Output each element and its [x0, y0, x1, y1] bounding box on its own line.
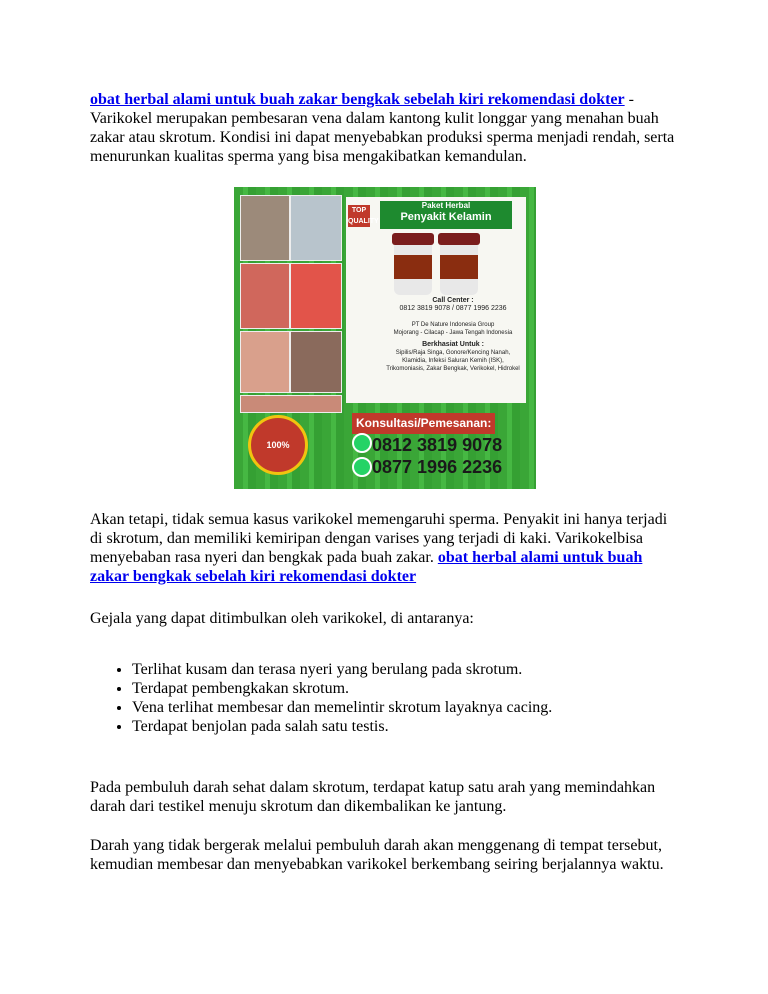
phone-number-1: 0812 3819 9078 [372, 435, 503, 455]
photo-7 [240, 395, 342, 413]
berkhasiat-label: Berkhasiat Untuk : [422, 341, 484, 348]
phone-number-2: 0877 1996 2236 [372, 457, 503, 477]
whatsapp-icon [352, 457, 372, 477]
product-jar-2 [440, 239, 478, 295]
khasiat-list: Sipilis/Raja Singa, Gonore/Kencing Nanah, Klamidia, Infeksi Saluran Kemih (ISK), Trikomoniasis, Zakar Bengkak, Verikokel, Hidrokel [386, 350, 520, 372]
call-center-numbers: 0812 3819 9078 / 0877 1996 2236 [399, 305, 507, 312]
paket-title [380, 201, 512, 229]
photo-3 [240, 263, 290, 329]
call-center-label: Call Center : [432, 297, 474, 304]
paket-line1: Paket Herbal [421, 201, 471, 210]
separator: - [624, 91, 634, 108]
call-center-block [384, 297, 522, 373]
photo-4 [290, 263, 342, 329]
paragraph-2-text: Akan tetapi, tidak semua kasus varikokel memengaruhi sperma. Penyakit ini hanya terjadi di skrotum, dan memiliki kemiripan dengan varises yang terjadi di kaki. Varikokelbisa menyebaban rasa nyeri dan bengkak pada buah zakar. [90, 511, 668, 566]
keyword-link[interactable]: obat herbal alami untuk buah zakar bengkak sebelah kiri rekomendasi dokter [90, 91, 625, 108]
company-name: PT De Nature Indonesia Group [411, 322, 495, 328]
konsultasi-label: Konsultasi/Pemesanan: [352, 413, 495, 434]
top-quality-badge: TOP QUALITY [348, 207, 379, 225]
keyword-link[interactable]: obat herbal alami untuk buah zakar bengkak sebelah kiri rekomendasi dokter [90, 549, 643, 585]
paragraph-2 [90, 510, 680, 586]
list-item: • Terdapat pembengkakan skrotum. [132, 679, 552, 698]
paragraph-5: Darah yang tidak bergerak melalui pembuluh darah akan menggenang di tempat tersebut, kemudian membesar dan menyebabkan varikokel berkembang seiring berjalannya waktu. [90, 837, 664, 873]
paragraph-4: Pada pembuluh darah sehat dalam skrotum, terdapat katup satu arah yang memindahkan darah dari testikel menuju skrotum dan dikembalikan ke jantung. [90, 779, 656, 815]
photo-5 [240, 331, 290, 393]
contact-block [352, 413, 528, 483]
photo-1 [240, 195, 290, 261]
paket-line2: Penyakit Kelamin [400, 211, 492, 223]
paragraph-3: Gejala yang dapat ditimbulkan oleh varikokel, di antaranya: [90, 610, 474, 627]
list-item: • Terdapat benjolan pada salah satu testis. [132, 717, 552, 736]
photo-2 [290, 195, 342, 261]
list-item: • Vena terlihat membesar dan memelintir skrotum layaknya cacing. [132, 698, 552, 717]
product-banner-image [234, 187, 536, 504]
symptom-list [90, 660, 552, 736]
whatsapp-icon [352, 433, 372, 453]
intro-text: Varikokel merupakan pembesaran vena dalam kantong kulit longgar yang menahan buah zakar atau skrotum. Kondisi ini dapat menyebabkan produksi sperma menjadi rendah, serta menurunkan kualitas sperma yang bisa mengakibatkan kemandulan. [90, 110, 675, 165]
photo-6 [290, 331, 342, 393]
intro-paragraph [90, 90, 680, 166]
list-item: • Terlihat kusam dan terasa nyeri yang berulang pada skrotum. [132, 660, 552, 679]
original-seal: 100% ORIGINAL [248, 415, 308, 475]
company-address: Mojorang - Cilacap - Jawa Tengah Indonesia [393, 330, 513, 336]
product-jar-1 [394, 239, 432, 295]
